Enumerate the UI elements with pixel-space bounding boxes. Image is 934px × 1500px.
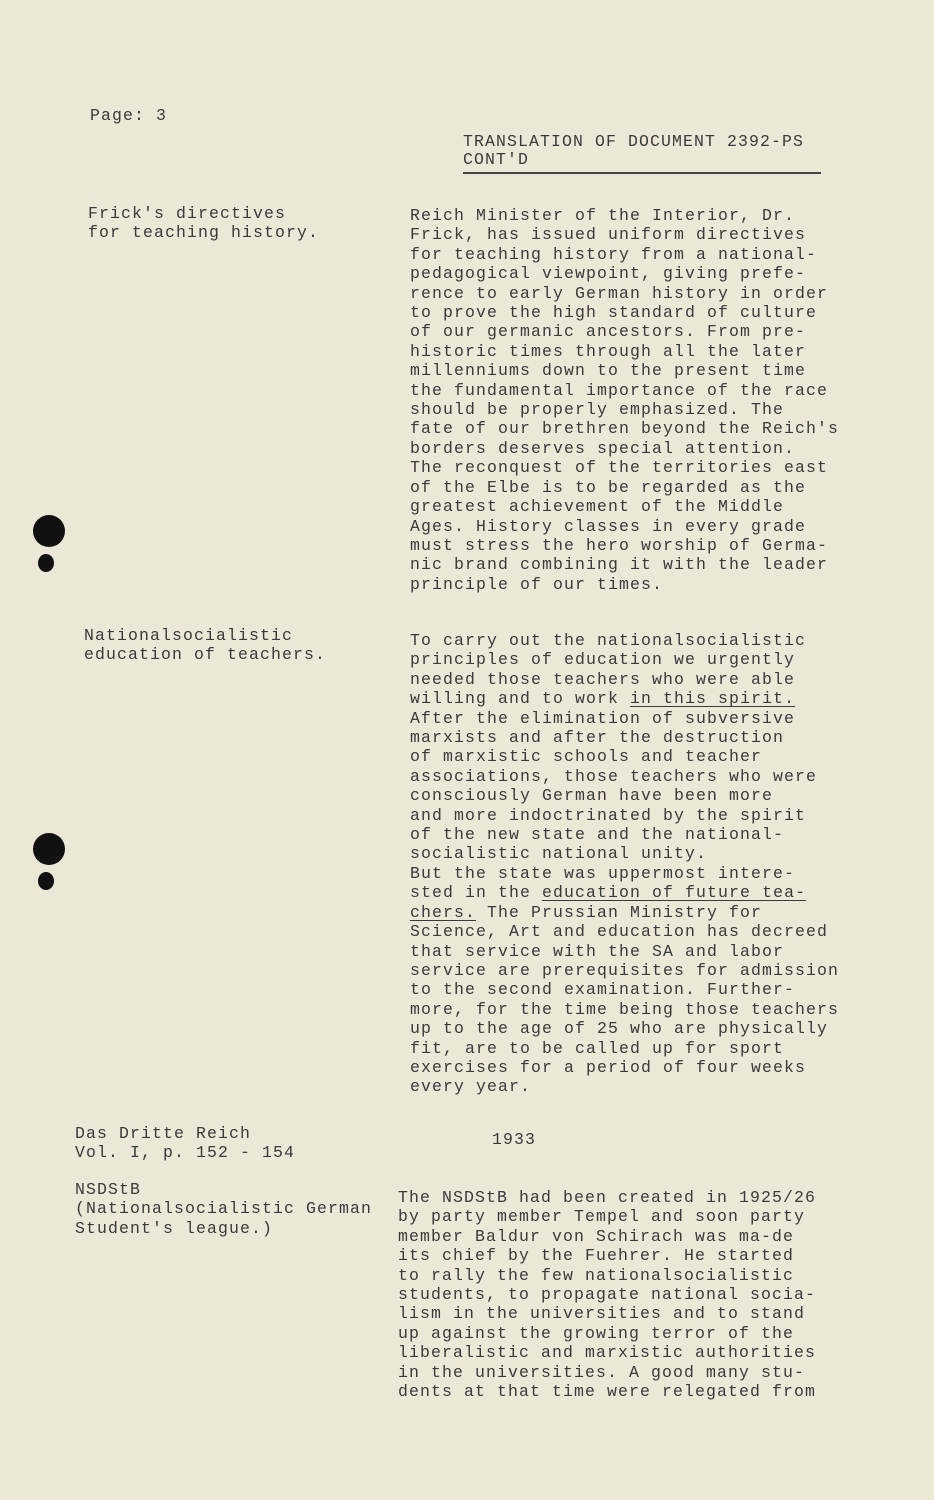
text-line	[410, 922, 839, 941]
text-line	[410, 381, 839, 400]
text-line	[410, 961, 839, 980]
year-label: 1933	[492, 1130, 537, 1149]
text-segment: exercises for a period of four weeks	[410, 1057, 807, 1077]
text-segment: principle of our times.	[410, 574, 664, 594]
text-line	[398, 1227, 816, 1246]
text-segment: The reconquest of the territories east	[410, 458, 829, 478]
underlined-text: chers.	[410, 902, 477, 922]
text-segment: sted in the	[410, 883, 543, 903]
text-line	[410, 1058, 839, 1077]
text-line	[410, 419, 839, 438]
text-segment: member Baldur von Schirach was ma-de	[398, 1226, 795, 1246]
header-rule	[463, 172, 821, 174]
text-line	[410, 303, 839, 322]
text-line	[410, 980, 839, 999]
text-line	[410, 458, 839, 477]
text-segment: more, for the time being those teachers	[410, 999, 840, 1019]
text-line	[84, 645, 326, 664]
text-line	[410, 689, 839, 708]
text-segment: by party member Tempel and soon party	[398, 1207, 806, 1227]
text-line	[398, 1188, 816, 1207]
source-note	[75, 1124, 295, 1163]
text-line	[410, 728, 839, 747]
text-segment: Student's league.)	[75, 1218, 274, 1238]
paragraph-1	[410, 206, 839, 594]
text-line	[410, 825, 839, 844]
text-line	[410, 206, 839, 225]
text-segment: dents at that time were relegated from	[398, 1382, 817, 1402]
text-segment: Das Dritte Reich	[75, 1124, 252, 1143]
text-segment: Frick's directives	[88, 204, 287, 223]
punch-hole	[38, 554, 54, 572]
text-segment: The Prussian Ministry for	[476, 902, 763, 922]
text-segment: To carry out the nationalsocialistic	[410, 631, 807, 650]
text-segment: pedagogical viewpoint, giving prefe-	[410, 264, 807, 284]
text-line	[410, 631, 839, 650]
text-line	[410, 1077, 839, 1096]
text-line	[75, 1199, 372, 1218]
text-line	[410, 1000, 839, 1019]
punch-hole	[33, 515, 65, 547]
text-segment: Ages. History classes in every grade	[410, 516, 807, 536]
text-segment: to rally the few nationalsocialistic	[398, 1265, 795, 1285]
text-line	[410, 806, 839, 825]
text-line	[410, 517, 839, 536]
text-segment: marxists and after the destruction	[410, 728, 785, 748]
text-line	[410, 709, 839, 728]
text-line	[410, 536, 839, 555]
text-segment: After the elimination of subversive	[410, 708, 796, 728]
text-line	[410, 767, 839, 786]
text-segment: for teaching history.	[88, 223, 320, 243]
paragraph-3	[398, 1188, 816, 1401]
text-segment: of the Elbe is to be regarded as the	[410, 477, 807, 497]
text-segment: of the new state and the national-	[410, 825, 785, 845]
text-line	[398, 1343, 816, 1362]
text-line	[410, 284, 839, 303]
text-segment: students, to propagate national socia-	[398, 1285, 817, 1305]
text-segment: Nationalsocialistic	[84, 626, 294, 645]
text-segment: willing and to work	[410, 689, 631, 709]
text-segment: Science, Art and education has decreed	[410, 922, 829, 942]
document-subtitle: CONT'D	[463, 150, 530, 169]
text-line	[410, 650, 839, 669]
underlined-text: education of future tea-	[542, 883, 807, 903]
text-line	[410, 903, 839, 922]
margin-note-1	[88, 204, 319, 243]
text-segment: the fundamental importance of the race	[410, 380, 829, 400]
text-line	[410, 844, 839, 863]
text-line	[410, 942, 839, 961]
text-line	[410, 670, 839, 689]
text-line	[398, 1285, 816, 1304]
text-segment: borders deserves special attention.	[410, 438, 796, 458]
text-line	[410, 1019, 839, 1038]
text-segment: Reich Minister of the Interior, Dr.	[410, 206, 796, 225]
text-line	[398, 1382, 816, 1401]
text-segment: (Nationalsocialistic German	[75, 1199, 373, 1219]
text-line	[410, 747, 839, 766]
text-segment: Vol. I, p. 152 - 154	[75, 1143, 296, 1163]
text-segment: Frick, has issued uniform directives	[410, 225, 807, 245]
text-segment: principles of education we urgently	[410, 650, 796, 670]
text-segment: to prove the high standard of culture	[410, 303, 818, 323]
text-segment: service are prerequisites for admission	[410, 960, 840, 980]
text-line	[398, 1324, 816, 1343]
text-line	[75, 1143, 295, 1162]
text-line	[410, 439, 839, 458]
text-line	[410, 883, 839, 902]
text-segment: up against the growing terror of the	[398, 1323, 795, 1343]
text-line	[398, 1363, 816, 1382]
margin-note-2	[84, 626, 326, 665]
text-line	[410, 361, 839, 380]
text-segment: education of teachers.	[84, 645, 327, 665]
text-line	[410, 575, 839, 594]
text-segment: of our germanic ancestors. From pre-	[410, 322, 807, 342]
text-line	[410, 864, 839, 883]
punch-hole	[38, 872, 54, 890]
text-line	[410, 786, 839, 805]
text-segment: millenniums down to the present time	[410, 361, 807, 381]
text-segment: fate of our brethren beyond the Reich's	[410, 419, 840, 439]
text-segment: for teaching history from a national-	[410, 244, 818, 264]
text-line	[410, 322, 839, 341]
text-line	[75, 1180, 372, 1199]
text-line	[410, 342, 839, 361]
text-line	[398, 1266, 816, 1285]
text-segment: NSDStB	[75, 1180, 142, 1199]
text-segment: nic brand combining it with the leader	[410, 555, 829, 575]
text-line	[88, 223, 319, 242]
text-line	[398, 1246, 816, 1265]
text-segment: its chief by the Fuehrer. He started	[398, 1246, 795, 1266]
text-segment: But the state was uppermost intere-	[410, 863, 796, 883]
text-segment: needed those teachers who were able	[410, 669, 796, 689]
text-segment: liberalistic and marxistic authorities	[398, 1343, 817, 1363]
text-line	[410, 225, 839, 244]
text-segment: in the universities. A good many stu-	[398, 1362, 806, 1382]
text-line	[84, 626, 326, 645]
text-segment: socialistic national unity.	[410, 844, 708, 864]
text-segment: of marxistic schools and teacher	[410, 747, 763, 767]
text-segment: and more indoctrinated by the spirit	[410, 805, 807, 825]
text-line	[410, 264, 839, 283]
text-segment: to the second examination. Further-	[410, 980, 796, 1000]
text-line	[398, 1207, 816, 1226]
text-line	[410, 1039, 839, 1058]
text-segment: must stress the hero worship of Germa-	[410, 535, 829, 555]
text-line	[410, 245, 839, 264]
text-segment: The NSDStB had been created in 1925/26	[398, 1188, 817, 1207]
text-segment: up to the age of 25 who are physically	[410, 1019, 829, 1039]
text-line	[410, 497, 839, 516]
text-segment: that service with the SA and labor	[410, 941, 785, 961]
text-line	[75, 1219, 372, 1238]
text-segment: associations, those teachers who were	[410, 766, 818, 786]
text-line	[88, 204, 319, 223]
underlined-text: in this spirit.	[630, 689, 796, 709]
paragraph-2	[410, 631, 839, 1097]
text-line	[410, 400, 839, 419]
document-title: TRANSLATION OF DOCUMENT 2392-PS	[463, 132, 805, 151]
text-segment: fit, are to be called up for sport	[410, 1038, 785, 1058]
text-line	[410, 555, 839, 574]
text-segment: rence to early German history in order	[410, 283, 829, 303]
text-segment: lism in the universities and to stand	[398, 1304, 806, 1324]
margin-note-3	[75, 1180, 372, 1238]
text-segment: every year.	[410, 1077, 532, 1097]
text-segment: historic times through all the later	[410, 341, 807, 361]
punch-hole	[33, 833, 65, 865]
text-segment: should be properly emphasized. The	[410, 400, 785, 420]
text-line	[410, 478, 839, 497]
text-segment: consciously German have been more	[410, 786, 774, 806]
text-segment: greatest achievement of the Middle	[410, 497, 785, 517]
text-line	[75, 1124, 295, 1143]
page-number: Page: 3	[90, 106, 168, 125]
text-line	[398, 1304, 816, 1323]
